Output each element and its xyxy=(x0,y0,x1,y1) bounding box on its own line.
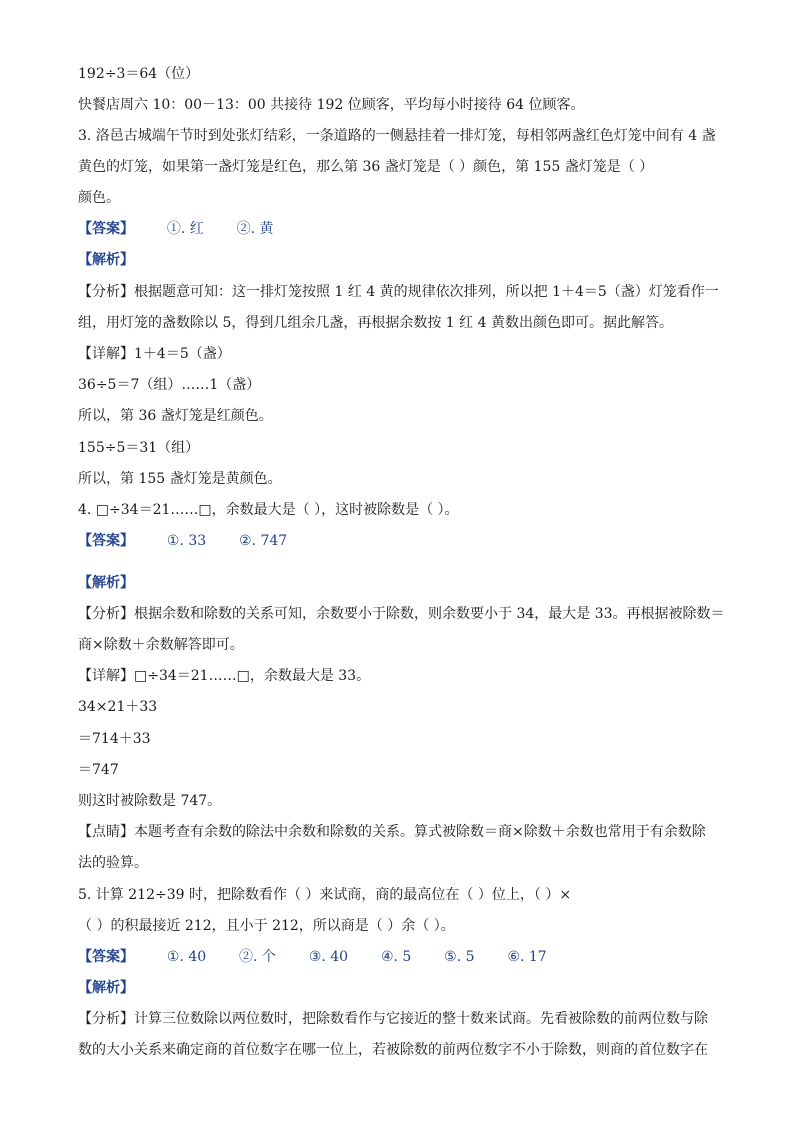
text-line: 组，用灯笼的盏数除以 5，得到几组余几盏，再根据余数按 1 红 4 黄数出颜色即可。据此解答。 xyxy=(78,315,673,331)
answer-item: ②. 747 xyxy=(239,533,288,549)
answer-row xyxy=(78,948,547,966)
text-line: 则这时被除数是 747。 xyxy=(78,793,222,809)
answer-item: ⑤. 5 xyxy=(444,949,475,965)
text-line: 【分析】计算三位数除以两位数时，把除数看作与它接近的整十数来试商。先看被除数的前两位数与除 xyxy=(78,1011,708,1027)
text-line: 155÷5＝31（组） xyxy=(78,440,200,456)
question-3: 3. 洛邑古城端午节时到处张灯结彩，一条道路的一侧悬挂着一排灯笼，每相邻两盏红色灯笼中间有 4 盏 xyxy=(78,128,716,144)
text-line: 所以，第 36 盏灯笼是红颜色。 xyxy=(78,408,273,424)
analysis-heading: 【解析】 xyxy=(78,980,134,996)
answer-item: ①. 40 xyxy=(166,949,207,965)
analysis-heading: 【解析】 xyxy=(78,575,134,591)
answer-label: 【答案】 xyxy=(78,533,134,549)
text-line: 【分析】根据题意可知：这一排灯笼按照 1 红 4 黄的规律依次排列，所以把 1＋4＝5（盏）灯笼看作一 xyxy=(78,284,719,300)
answer-item: ④. 5 xyxy=(380,949,412,965)
text-line: ＝714＋33 xyxy=(78,731,151,747)
text-line: 快餐店周六 10：00－13：00 共接待 192 位顾客，平均每小时接待 64 位顾客。 xyxy=(78,97,585,113)
analysis-heading: 【解析】 xyxy=(78,252,134,268)
text-line: 商×除数＋余数解答即可。 xyxy=(78,637,244,653)
answer-item: ⑥. 17 xyxy=(507,949,547,965)
text-line: 数的大小关系来确定商的首位数字在哪一位上，若被除数的前两位数字不小于除数，则商的首位数字在 xyxy=(78,1042,708,1058)
text-line: 黄色的灯笼，如果第一盏灯笼是红色，那么第 36 盏灯笼是（ ）颜色，第 155 盏灯笼是（ ） xyxy=(78,159,654,175)
text-line: 法的验算。 xyxy=(78,855,148,871)
text-line: 36÷5＝7（组）……1（盏） xyxy=(78,377,261,393)
question-5: 5. 计算 212÷39 时，把除数看作（ ）来试商，商的最高位在（ ）位上，（ ）× xyxy=(78,887,572,903)
question-4: 4. □÷34＝21……□，余数最大是（ ），这时被除数是（ ）。 xyxy=(78,502,459,518)
text-line: （ ）的积最接近 212，且小于 212，所以商是（ ）余（ ）。 xyxy=(78,918,455,934)
answer-row xyxy=(78,220,274,238)
answer-item: ②. 黄 xyxy=(236,221,274,237)
answer-item: ①. 红 xyxy=(166,221,204,237)
text-line: ＝747 xyxy=(78,762,119,778)
text-line: 34×21＋33 xyxy=(78,699,158,715)
text-line: 【详解】1＋4＝5（盏） xyxy=(78,346,231,362)
answer-label: 【答案】 xyxy=(78,221,134,237)
text-line: 所以，第 155 盏灯笼是黄颜色。 xyxy=(78,471,282,487)
text-line: 颜色。 xyxy=(78,190,120,206)
text-line: 192÷3＝64（位） xyxy=(78,66,200,82)
text-line: 【分析】根据余数和除数的关系可知，余数要小于除数，则余数要小于 34，最大是 33。再根据被除数＝ xyxy=(78,606,725,622)
answer-row xyxy=(78,532,287,550)
answer-label: 【答案】 xyxy=(78,949,134,965)
answer-item: ②. 个 xyxy=(239,949,276,965)
answer-item: ③. 40 xyxy=(308,949,349,965)
text-line: 【详解】□÷34＝21……□，余数最大是 33。 xyxy=(78,668,371,684)
answer-item: ①. 33 xyxy=(166,533,207,549)
text-line: 【点睛】本题考查有余数的除法中余数和除数的关系。算式被除数＝商×除数＋余数也常用于有余数除 xyxy=(78,824,706,840)
